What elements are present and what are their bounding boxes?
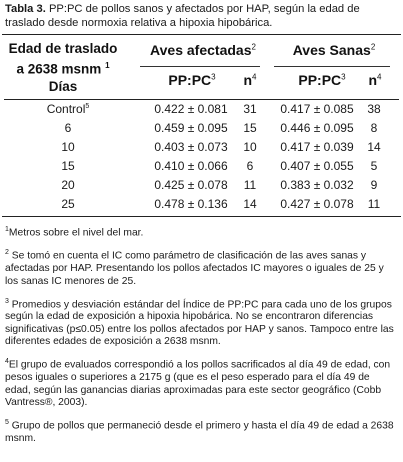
table-row: Control$^5$ 0.422 ± 0.081 31 0.417 ± 0.085 38 <box>46 102 381 116</box>
header-aves-sanas: Aves Sanas$^2$ <box>292 42 376 58</box>
table-row: 6 0.459 ± 0.095 15 0.446 ± 0.095 8 <box>64 121 378 135</box>
footnote: $^4$El grupo de evaluados correspondió a los pollos sacrificados al día 49 de edad, con pesos iguales o superiores a 2175 g (que es el peso esperado para el día 49 de edad, según las ganancias diarias aproximadas para este sector geográfico (Cobb Vantress®, 2003). <box>5 358 391 408</box>
caption-label: Tabla 3. <box>5 3 46 15</box>
table-bottom-rule <box>2 216 401 217</box>
header-aves-afectadas: Aves afectadas$^2$ <box>150 42 256 58</box>
sanas-underline <box>274 66 390 67</box>
table-body <box>0 100 403 214</box>
header-ppc-sanas: $PP:PC^3$ <box>298 72 346 88</box>
footnotes <box>5 224 395 453</box>
header-n-sanas: $n^4$ <box>368 72 382 88</box>
table-row: 10 0.403 ± 0.073 10 0.417 ± 0.039 14 <box>61 140 381 154</box>
table-row: 25 0.478 ± 0.136 14 0.427 ± 0.078 11 <box>61 197 381 211</box>
header-edad-traslado: Edad de traslado a 2638 msnm $^1$ Días <box>8 41 118 94</box>
table-row: 20 0.425 ± 0.078 11 0.383 ± 0.032 9 <box>61 178 378 192</box>
header-n-afectadas: $n^4$ <box>243 72 257 88</box>
table-top-rule <box>2 34 401 35</box>
table-row: 15 0.410 ± 0.066 6 0.407 ± 0.055 5 <box>61 159 378 173</box>
afectadas-underline <box>140 66 260 67</box>
footnote: $^5$ Grupo de pollos que permaneció desde el primero y hasta el día 49 de edad a 2638 msnm. <box>5 418 394 444</box>
caption-text: PP:PC de pollos sanos y afectados por HAP, según la edad de traslado desde normoxia relativa a hipoxia hipobárica. <box>5 3 360 29</box>
table-caption <box>5 3 398 30</box>
footnote: $^1$Metros sobre el nivel del mar. <box>5 226 144 239</box>
header-ppc-afectadas: $PP:PC^3$ <box>168 72 216 88</box>
footnote: $^2$ Se tomó en cuenta el IC como parámetro de clasificación de las aves sanas y afectadas por HAP. Presentando los pollos afectados IC mayores o iguales de 25 y los sanas IC menores de 25. <box>5 249 384 287</box>
footnote: $^3$ Promedios y desviación estándar del Índice de PP:PC para cada uno de los grupos según la edad de exposición a hipoxia hipobárica. No se encontraron diferencias significativas (p≤0.05) entre los pollos afectados por HAP y sanos. Tampoco entre las diferentes edades de exposición a 2638 msnm. <box>5 297 394 348</box>
